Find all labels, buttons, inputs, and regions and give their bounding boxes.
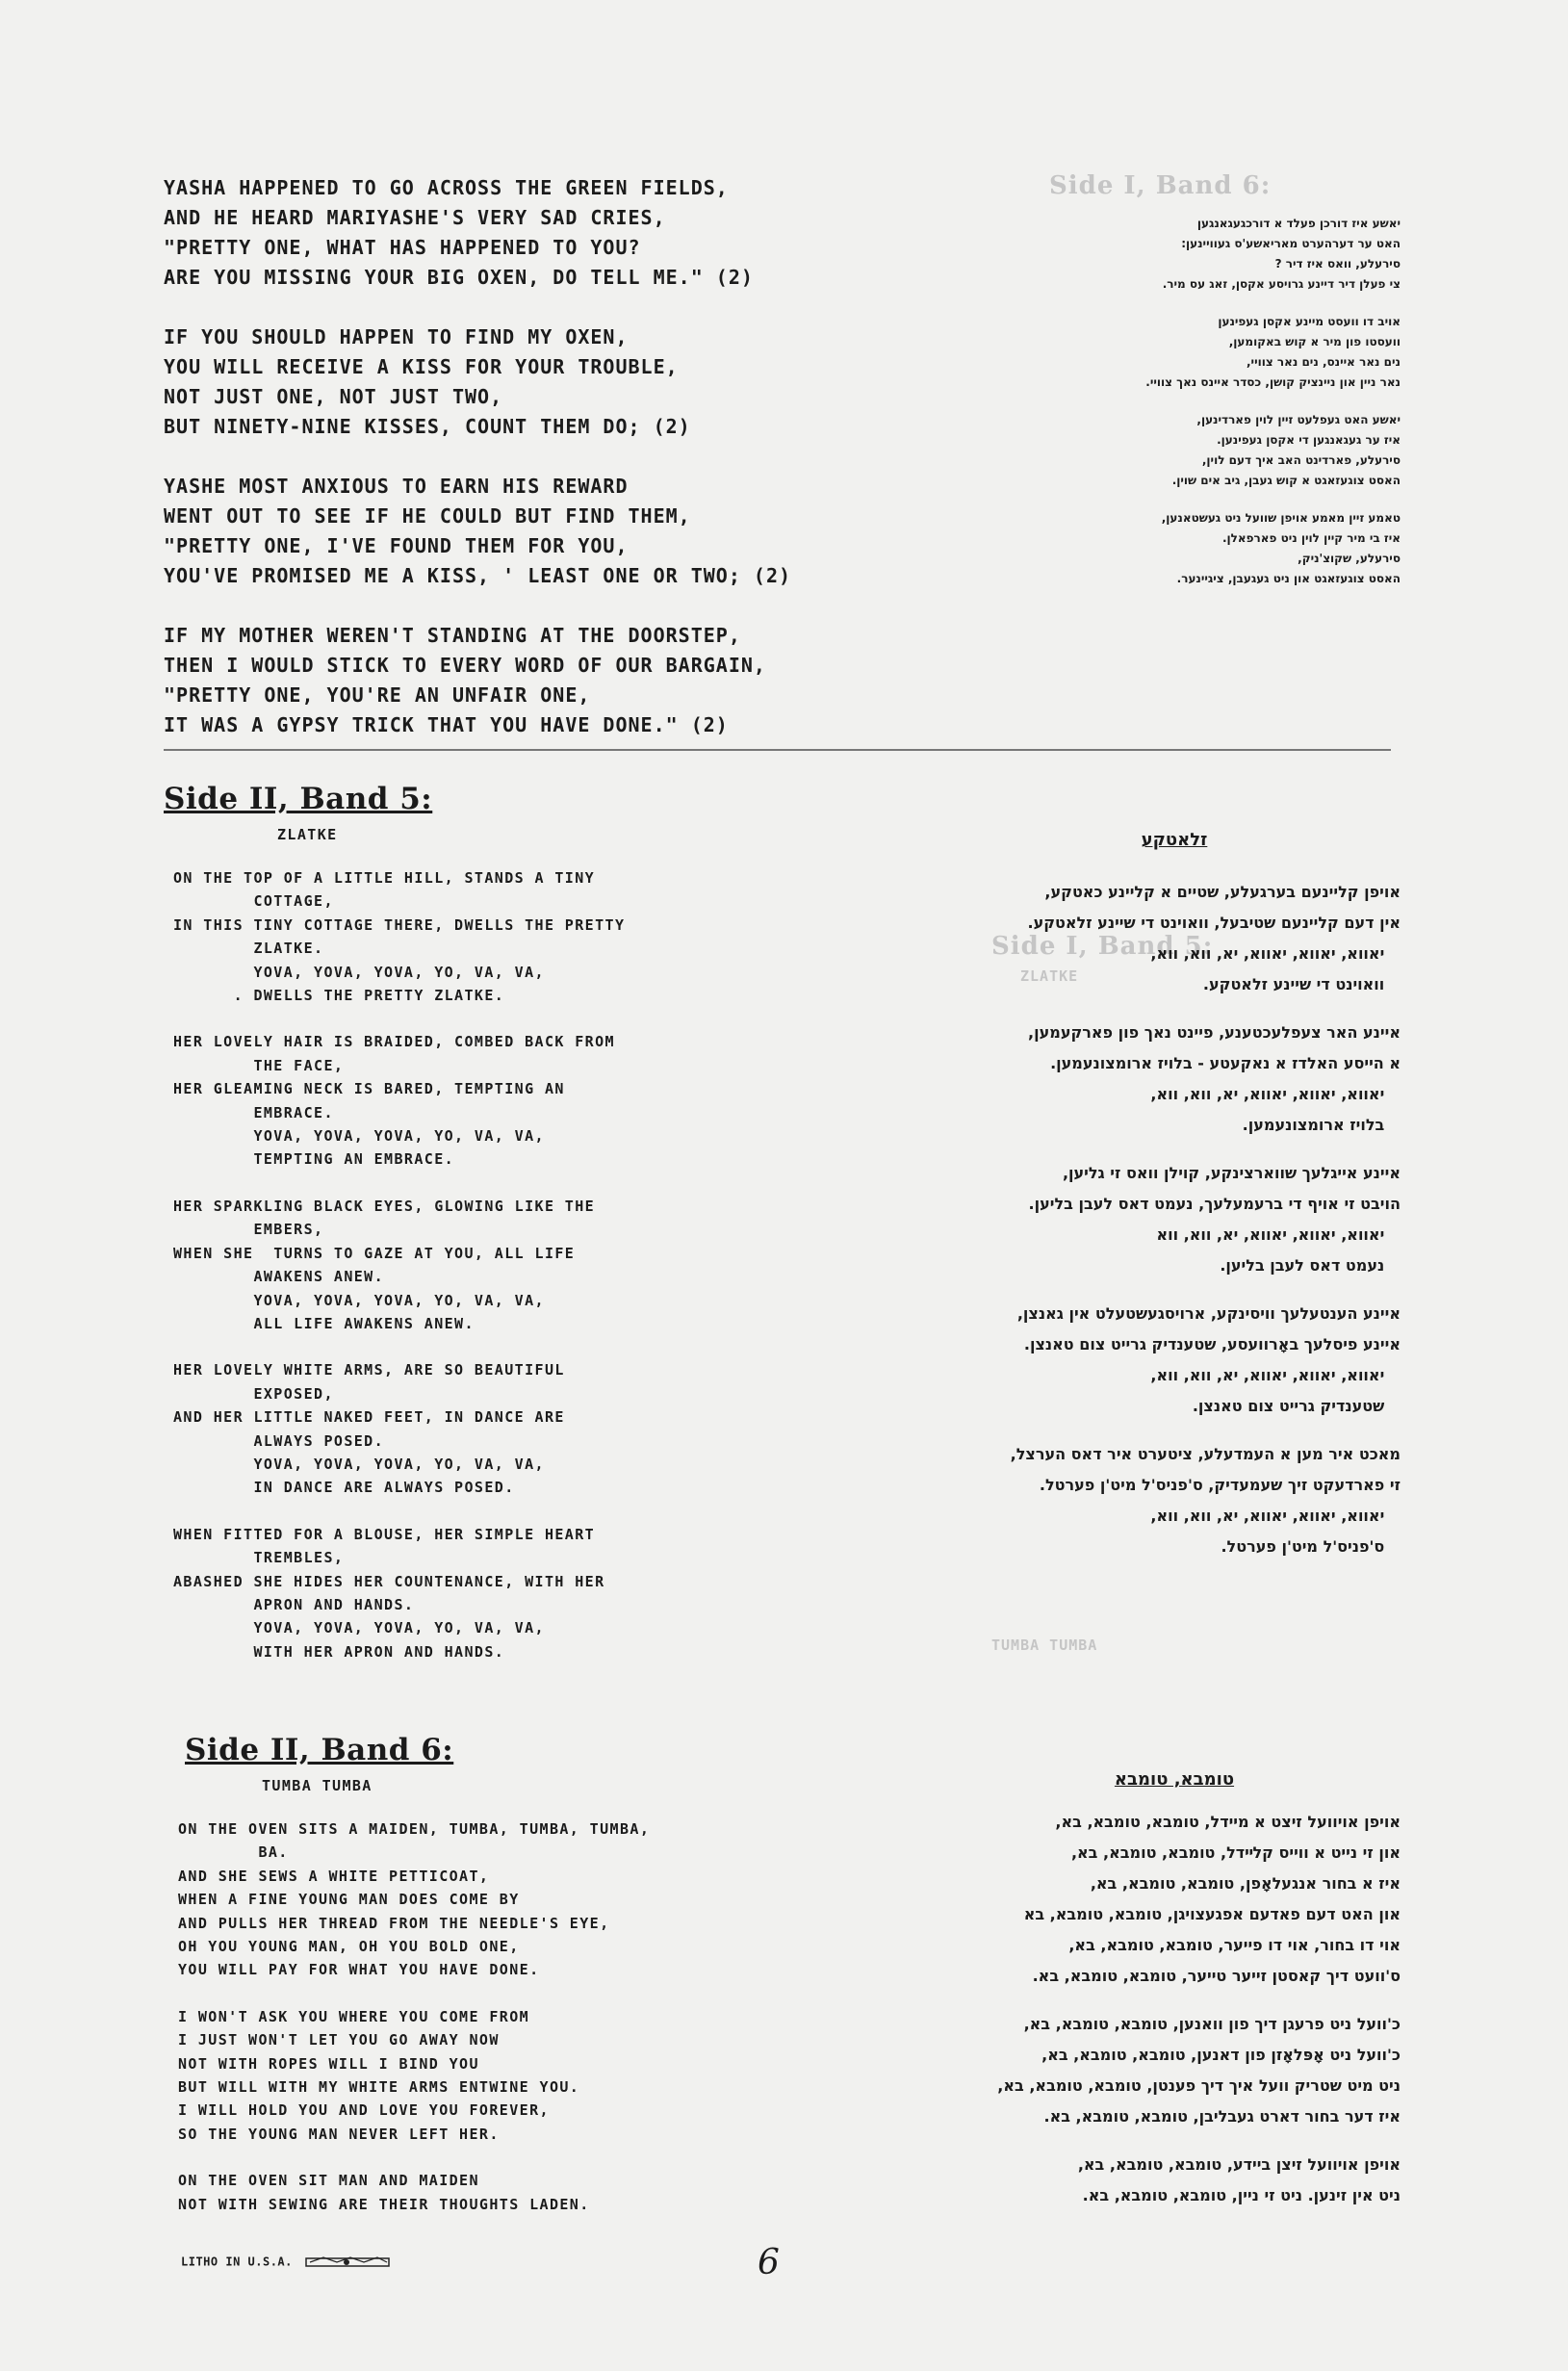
bleedthrough-text: Side I, Band 5: xyxy=(991,932,1214,961)
lyric-stanza: HER LOVELY WHITE ARMS, ARE SO BEAUTIFUL EXPOSED, AND HER LITTLE NAKED FEET, IN DANCE ARE ALWAYS POSED. YOVA, YOVA, YOVA, YO, VA, VA, IN DANCE ARE ALWAYS POSED. xyxy=(173,1361,565,1497)
litho-label: LITHO IN U.S.A. xyxy=(181,2255,293,2269)
lyric-stanza: YASHE MOST ANXIOUS TO EARN HIS REWARD WENT OUT TO SEE IF HE COULD BUT FIND THEM, "PRETTY ONE, I'VE FOUND THEM FOR YOU, YOU'VE PROMISED ME A KISS, ' LEAST ONE OR TWO; (2) xyxy=(164,475,792,587)
lyric-stanza: ON THE OVEN SIT MAN AND MAIDEN NOT WITH SEWING ARE THEIR THOUGHTS LADEN. xyxy=(178,2172,590,2213)
bleedthrough-text: TUMBA TUMBA xyxy=(991,1637,1098,1654)
yiddish-stanza: יאשע האט געפלעט זיין לוין פארדינען, איז ער געגאנגען די אקסן געפינען. סירעלע, פארדינט האב איך דעם לוין, האסט צוגעזאגט א קוש געבן, גיב אים שוין. xyxy=(1171,413,1401,487)
yiddish-stanza: אויפן אויוועל זיצן ביידע, טומבא, טומבא, בא, ניט אין זינען. ניט זי ניין, טומבא, טומבא, בא. xyxy=(1077,2155,1401,2204)
band5-song-title: ZLATKE xyxy=(277,826,338,843)
band6-song-title: TUMBA TUMBA xyxy=(262,1777,373,1794)
section-divider xyxy=(164,749,1391,751)
lyric-stanza: I WON'T ASK YOU WHERE YOU COME FROM I JUST WON'T LET YOU GO AWAY NOW NOT WITH ROPES WILL I BIND YOU BUT WILL WITH MY WHITE ARMS ENTWINE YOU. I WILL HOLD YOU AND LOVE YOU FOREVER, SO THE YOUNG MAN NEVER LEFT HER. xyxy=(178,2007,580,2143)
band5-yiddish xyxy=(948,830,1401,1562)
yiddish-stanza: אויפן אויוועל זיצט א מיידל, טומבא, טומבא, בא, און זי נייט א ווייס קלײדל, טומבא, טומבא, בא, איז א בחור אנגעלאָפן, טומבא, טומבא, בא, און האט דעם פאדעם אפגעצויגן, טומבא, טומבא, בא אוי דו בחור, אוי דו פייער, טומבא, טומבא, בא, ס'וועט דיך קאסטן זייער טייער, טומבא, טומבא, בא. xyxy=(1023,1813,1401,1985)
lyric-stanza: ON THE OVEN SITS A MAIDEN, TUMBA, TUMBA, TUMBA, BA. AND SHE SEWS A WHITE PETTICOAT, WHEN A FINE YOUNG MAN DOES COME BY AND PULLS HER THREAD FROM THE NEEDLE'S EYE, OH YOU YOUNG MAN, OH YOU BOLD ONE, YOU WILL PAY FOR WHAT YOU HAVE DONE. xyxy=(178,1820,651,1979)
top-yiddish-lyrics xyxy=(948,214,1401,589)
lyric-stanza: HER LOVELY HAIR IS BRAIDED, COMBED BACK FROM THE FACE, HER GLEAMING NECK IS BARED, TEMPTING AN EMBRACE. YOVA, YOVA, YOVA, YO, VA, VA, TEMPTING AN EMBRACE. xyxy=(173,1033,615,1169)
band5-heading: Side II, Band 5: xyxy=(164,782,433,816)
lyric-stanza: ON THE TOP OF A LITTLE HILL, STANDS A TINY COTTAGE, IN THIS TINY COTTAGE THERE, DWELLS THE PRETTY ZLATKE. YOVA, YOVA, YOVA, YO, VA, VA, . DWELLS THE PRETTY ZLATKE. xyxy=(173,869,626,1005)
yiddish-stanza: איינע האר צעפלעכטענע, פיינט נאך פון פארקעמען, א הייסע האלדז א נאקעטע - בלויז ארומצונעמען. יאווא, יאווא, יאווא, יא, ווא, ווא, בלויז ארומצונעמען. xyxy=(1028,1023,1401,1134)
yiddish-stanza: מאכט איר מען א העמדעלע, ציטערט איר דאס הערצל, זי פארדעקט זיך שעמעדיק, ס'פניס'ל מיט'ן פערטל. יאווא, יאווא, יאווא, יא, ווא, ווא, ס'פניס'ל מיט'ן פערטל. xyxy=(1010,1445,1401,1556)
bleedthrough-text: Side I, Band 6: xyxy=(1049,171,1281,200)
yiddish-stanza: יאשע איז דורכן פעלד א דורכגעגאנגען האט ער דערהערט מאריאשע'ס געוויינען: סירעלע, וואס איז דיר ? צי פעלן דיר דיינע גרויסע אקסן, זאג עס מיר. xyxy=(1162,217,1401,291)
yiddish-stanza: איינע אייגלעך שווארצינקע, קוילן וואס זי גליען, הויבט זי אויף די ברעמעלעך, נעמט דאס לעבן בליען. יאווא, יאווא, יאווא, יא, ווא, ווא נעמט דאס לעבן בליען. xyxy=(1028,1164,1401,1275)
top-english-lyrics xyxy=(164,173,895,740)
yiddish-stanza: אויב דו וועסט מיינע אקסן געפינען וועסטו פון מיר א קוש באקומען, נים נאר איינס, נים נאר צוויי, נאר ניין און ניינציק קושן, כסדר איינס נאך צוויי. xyxy=(1145,315,1401,389)
band6-yiddish xyxy=(948,1769,1401,2211)
yiddish-stanza: טאמע זיין מאמע אויפן שוועל ניט געשטאנען, איז בי מיר קיין לוין ניט פארפאלן. סירעלע, שקוצ'ניק, האסט צוגעזאגט און ניט געגעבן, ציגיינער. xyxy=(1161,511,1401,585)
bleedthrough-text: ZLATKE xyxy=(1020,967,1079,985)
band6-english xyxy=(164,1733,895,2216)
union-label-logo xyxy=(304,2255,391,2270)
yiddish-song-title: זלאטקע xyxy=(1141,830,1208,850)
yiddish-stanza: כ'וועל ניט פרעגן דיך פון וואנען, טומבא, טומבא, בא, כ'וועל ניט אָפּלאָזן פון דאנען, טומבא, טומבא, בא, ניט מיט שטריק וועל איך דיך פענטן, טומבא, טומבא, בא, איז דער בחור דארט געבליבן, טומבא, טומבא, בא. xyxy=(997,2015,1401,2126)
page-number: 6 xyxy=(758,2243,780,2282)
yiddish-stanza: איינע הענטעלעך וויסינקע, ארויסגעשטעלט אין גאנצן, איינע פיסלעך באָרוועסע, שטענדיק גרייט צום טאנצן. יאווא, יאווא, יאווא, יא, ווא, ווא, שטענדיק גרייט צום טאנצן. xyxy=(1016,1304,1401,1415)
lyric-stanza: IF YOU SHOULD HAPPEN TO FIND MY OXEN, YOU WILL RECEIVE A KISS FOR YOUR TROUBLE, NOT JUST ONE, NOT JUST TWO, BUT NINETY-NINE KISSES, COUNT THEM DO; (2) xyxy=(164,325,691,438)
lyric-stanza: IF MY MOTHER WEREN'T STANDING AT THE DOORSTEP, THEN I WOULD STICK TO EVERY WORD OF OUR BARGAIN, "PRETTY ONE, YOU'RE AN UNFAIR ONE, IT WAS A GYPSY TRICK THAT YOU HAVE DONE." (2) xyxy=(164,624,766,736)
band6-heading: Side II, Band 6: xyxy=(185,1733,454,1767)
yiddish-stanza: אויפן קליינעם בערגעלע, שטיים א קליינע כאטקע, אין דעם קליינעם שטיבעל, וואוינט די שיינע זלאטקע. יאווא, יאווא, יאווא, יא, ווא, ווא, וואוינט די שיינע זלאטקע. xyxy=(1027,883,1401,993)
band5-english xyxy=(164,782,895,1663)
lyric-stanza: HER SPARKLING BLACK EYES, GLOWING LIKE THE EMBERS, WHEN SHE TURNS TO GAZE AT YOU, ALL LIFE AWAKENS ANEW. YOVA, YOVA, YOVA, YO, VA, VA, ALL LIFE AWAKENS ANEW. xyxy=(173,1197,596,1332)
lyric-stanza: WHEN FITTED FOR A BLOUSE, HER SIMPLE HEART TREMBLES, ABASHED SHE HIDES HER COUNTENANCE, WITH HER APRON AND HANDS. YOVA, YOVA, YOVA, YO, VA, VA, WITH HER APRON AND HANDS. xyxy=(173,1525,605,1661)
printer-credit xyxy=(181,2255,391,2270)
yiddish-song-title: טומבא, טומבא xyxy=(1114,1769,1235,1790)
lyric-stanza: YASHA HAPPENED TO GO ACROSS THE GREEN FIELDS, AND HE HEARD MARIYASHE'S VERY SAD CRIES, "PRETTY ONE, WHAT HAS HAPPENED TO YOU? ARE YOU MISSING YOUR BIG OXEN, DO TELL ME." (2) xyxy=(164,176,754,289)
